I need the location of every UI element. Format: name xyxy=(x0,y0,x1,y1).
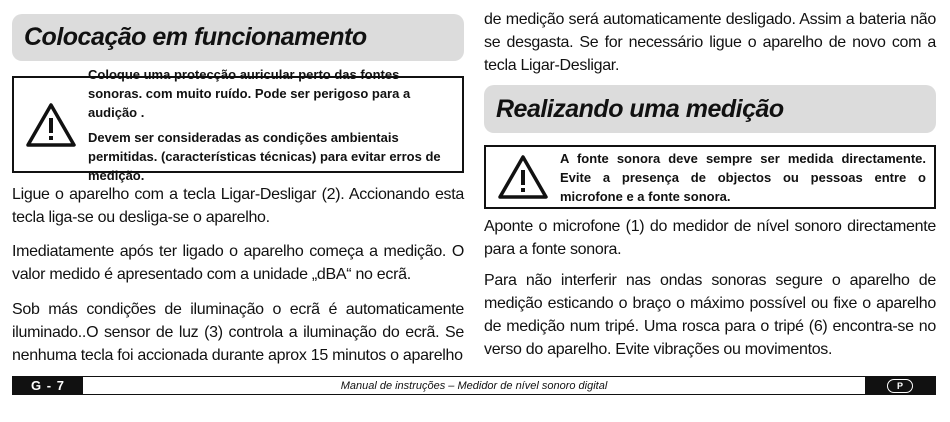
paragraph: Sob más condições de iluminação o ecrã é automaticamente iluminado..O sensor de luz (3) controla a iluminação do ecrã. Se nenhuma tecla foi accionada durante aprox 15 minutos o aparelho xyxy=(12,301,464,364)
warning-text: Devem ser consideradas as condições ambientais permitidas. (características técnicas) para evitar erros de medição. xyxy=(88,129,441,183)
paragraph: Imediatamente após ter ligado o aparelho começa a medição. O valor medido é apresentado com a unidade „dBA“ no ecrã. xyxy=(12,243,464,283)
manual-title: Manual de instruções – Medidor de nível sonoro digital xyxy=(340,379,608,392)
paragraph: Ligue o aparelho com a tecla Ligar-Desligar (2). Accionando esta tecla liga-se ou desliga-se o aparelho. xyxy=(12,186,464,226)
page-number: G - 7 xyxy=(13,377,83,394)
section-heading-startup: Colocação em funcionamento xyxy=(12,14,464,61)
warning-text: A fonte sonora deve sempre ser medida directamente. Evite a presença de objectos ou pessoas entre o microfone e a fonte sonora. xyxy=(560,150,926,204)
paragraph-continuation: de medição será automaticamente desligado. Assim a bateria não se desgasta. Se for necessário ligue o aparelho de novo com a tecla Ligar-Desligar. xyxy=(484,11,936,74)
paragraph: Aponte o microfone (1) do medidor de nível sonoro directamente para a fonte sonora. xyxy=(484,218,936,258)
paragraph: Para não interferir nas ondas sonoras segure o aparelho de medição esticando o braço o máximo possível ou fixe o aparelho de medição num tripé. Uma rosca para o tripé (6) encontra-se no verso do aparelho. Evite vibrações ou movimentos. xyxy=(484,272,936,358)
warning-triangle-icon xyxy=(14,102,88,148)
page-footer xyxy=(12,376,936,395)
warning-triangle-icon xyxy=(486,154,560,200)
language-code: P xyxy=(887,379,913,393)
language-badge xyxy=(865,377,935,394)
warning-box-sound-source xyxy=(484,145,936,209)
warning-text: Coloque uma protecção auricular perto das fontes sonoras. com muito ruído. Pode ser perigoso para a audição . xyxy=(88,66,411,120)
warning-box-hearing xyxy=(12,66,464,183)
section-heading-measurement: Realizando uma medição xyxy=(484,85,936,133)
